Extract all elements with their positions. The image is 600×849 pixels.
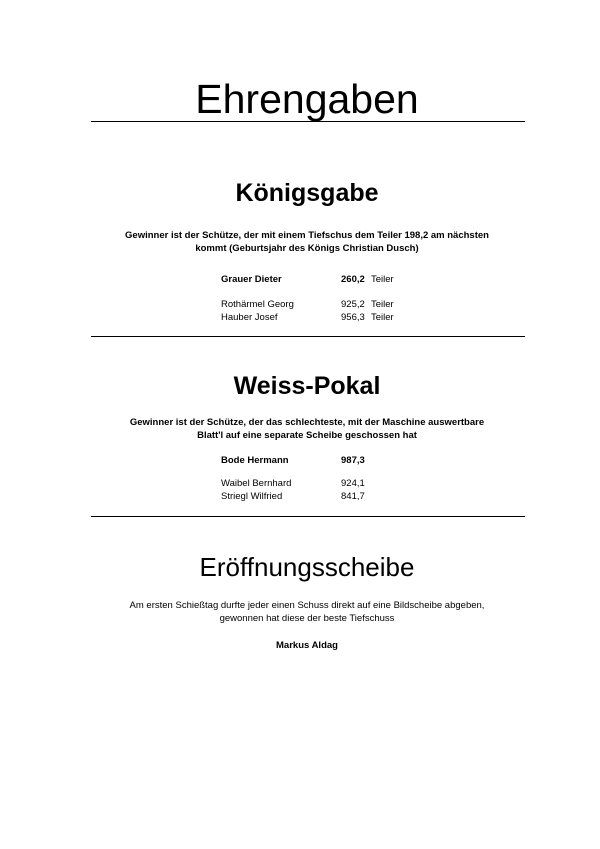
section-title-koenigsgabe: Königsgabe [235,179,379,207]
participant-unit: Teiler [371,312,394,323]
section-title-weiss-pokal: Weiss-Pokal [233,372,381,400]
participant-name: Striegl Wilfried [221,491,283,502]
section-description-weiss-pokal [90,416,524,442]
description-line: kommt (Geburtsjahr des Königs Christian Dusch) [195,243,419,254]
participant-name: Rothärmel Georg [221,299,294,310]
winner-unit: Teiler [371,274,394,285]
participant-name: Waibel Bernhard [221,478,292,489]
page-title: Ehrengaben [195,76,419,122]
winner-name: Bode Hermann [221,455,289,466]
participant-score: 956,3 [341,312,365,323]
description-line: Gewinner ist der Schütze, der das schlechteste, mit der Maschine auswertbare [129,417,485,428]
participant-name: Hauber Josef [221,312,278,323]
description-line: Blatt'l auf eine separate Scheibe geschossen hat [197,430,417,441]
participant-score: 925,2 [341,299,365,310]
winner-name-eroeffnungsscheibe: Markus Aldag [276,640,338,651]
section-description-koenigsgabe [90,229,524,255]
participant-score: 924,1 [341,478,365,489]
description-line: Am ersten Schießtag durfte jeder einen Schuss direkt auf eine Bildscheibe abgeben, [129,600,485,611]
winner-score: 987,3 [341,455,365,466]
section-divider [91,516,525,517]
description-line: gewonnen hat diese der beste Tiefschuss [219,613,395,624]
section-divider [91,336,525,337]
title-divider [91,121,525,122]
winner-name: Grauer Dieter [221,274,282,285]
section-title-eroeffnungsscheibe: Eröffnungsscheibe [199,552,415,582]
participant-score: 841,7 [341,491,365,502]
section-description-eroeffnungsscheibe [90,599,524,625]
winner-score: 260,2 [341,274,365,285]
participant-unit: Teiler [371,299,394,310]
description-line: Gewinner ist der Schütze, der mit einem Tiefschus dem Teiler 198,2 am nächsten [125,230,489,241]
